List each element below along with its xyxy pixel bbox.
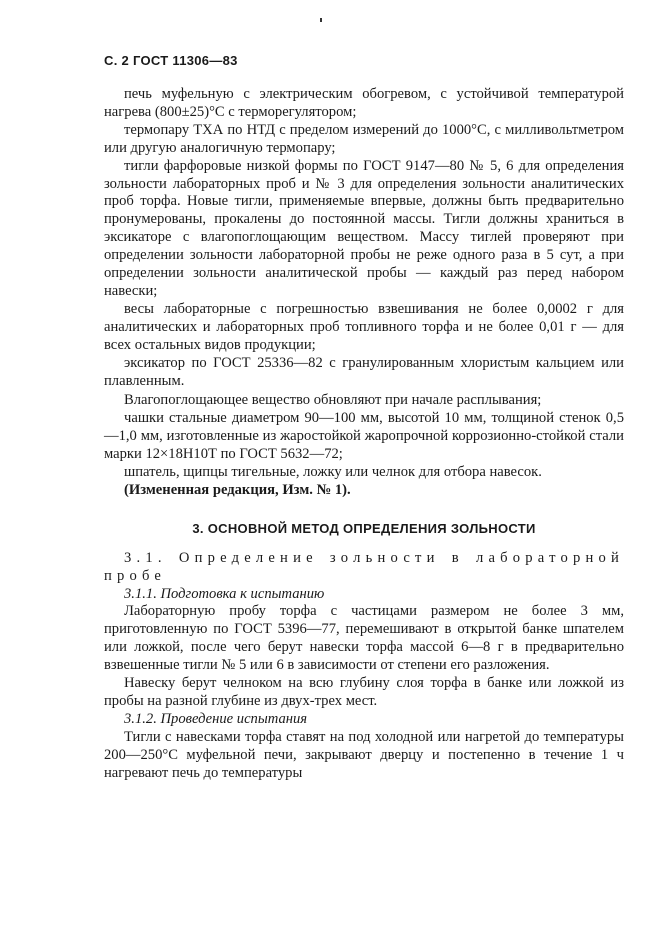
paragraph-tools: шпатель, щипцы тигельные, ложку или челнок для отбора навесок. xyxy=(124,464,542,481)
paragraph-furnace: печь муфельную с электрическим обогревом, с устойчивой температурой нагрева (800±25)°С с терморегулятором; xyxy=(104,86,624,120)
section-title: 3. ОСНОВНОЙ МЕТОД ОПРЕДЕЛЕНИЯ ЗОЛЬНОСТИ xyxy=(192,520,536,536)
paragraph-thermocouple: термопару ТХА по НТД с пределом измерений до 1000°С, с милливольтметром или другую аналогичную термопару; xyxy=(104,121,624,156)
paragraph-3-1-1-portion: Навеску берут челноком на всю глубину слоя торфа в банке или ложкой из пробы на разной глубине из двух-трех мест. xyxy=(104,675,624,709)
revision-note: (Измененная редакция, Изм. № 1). xyxy=(124,481,351,498)
subsection-3-1-heading: 3.1. Определение зольности в лабораторной пробе xyxy=(104,549,624,584)
scan-mark xyxy=(320,18,322,22)
paragraph-3-1-2-procedure: Тигли с навесками торфа ставят на под холодной или нагретой до температуры 200—250°С муфельной печи, закрывают дверцу и постепенно в течение 1 ч нагревают печь до температуры xyxy=(104,728,624,781)
paragraph-3-1-1-sample: Лабораторную пробу торфа с частицами размером не более 3 мм, приготовленную по ГОСТ 5396—77, перемешивают в открытой банке шпателем или ложкой, после чего берут навески торфа массой 6—8 г в предварительно взвешенные тигли № 5 или 6 в зависимости от степени его разложения. xyxy=(104,603,624,674)
paragraph-absorbent: Влагопоглощающее вещество обновляют при начале расплывания; xyxy=(124,392,542,409)
subsection-3-1-1-heading: 3.1.1. Подготовка к испытанию xyxy=(124,585,325,602)
page-header: С. 2 ГОСТ 11306—83 xyxy=(104,53,238,68)
paragraph-crucibles: тигли фарфоровые низкой формы по ГОСТ 9147—80 № 5, 6 для определения зольности лабораторных проб и № 3 для определения зольности аналитических проб торфа. Новые тигли, применяемые впервые, должны быть предварительно пронумерованы, прокалены до постоянной массы. Тигли должны храниться в эксикаторе с влагопоглощающим веществом. Массу тиглей проверяют при определении зольности лабораторной пробы не реже одного раза в 5 сут, а при определении зольности аналитической пробы — каждый раз перед набором навески; xyxy=(104,157,624,299)
document-body xyxy=(104,86,624,783)
paragraph-scales: весы лабораторные с погрешностью взвешивания не более 0,0002 г для аналитических и лабораторных проб топливного торфа и не более 0,01 г — для всех остальных видов продукции; xyxy=(104,300,624,353)
paragraph-dishes: чашки стальные диаметром 90—100 мм, высотой 10 мм, толщиной стенок 0,5—1,0 мм, изготовленные из жаростойкой жаропрочной коррозионно-стойкой стали марки 12×18Н10Т по ГОСТ 5632—72; xyxy=(104,410,624,463)
paragraph-desiccator: эксикатор по ГОСТ 25336—82 с гранулированным хлористым кальцием или плавленным. xyxy=(104,354,624,389)
subsection-3-1-2-heading: 3.1.2. Проведение испытания xyxy=(124,710,308,727)
